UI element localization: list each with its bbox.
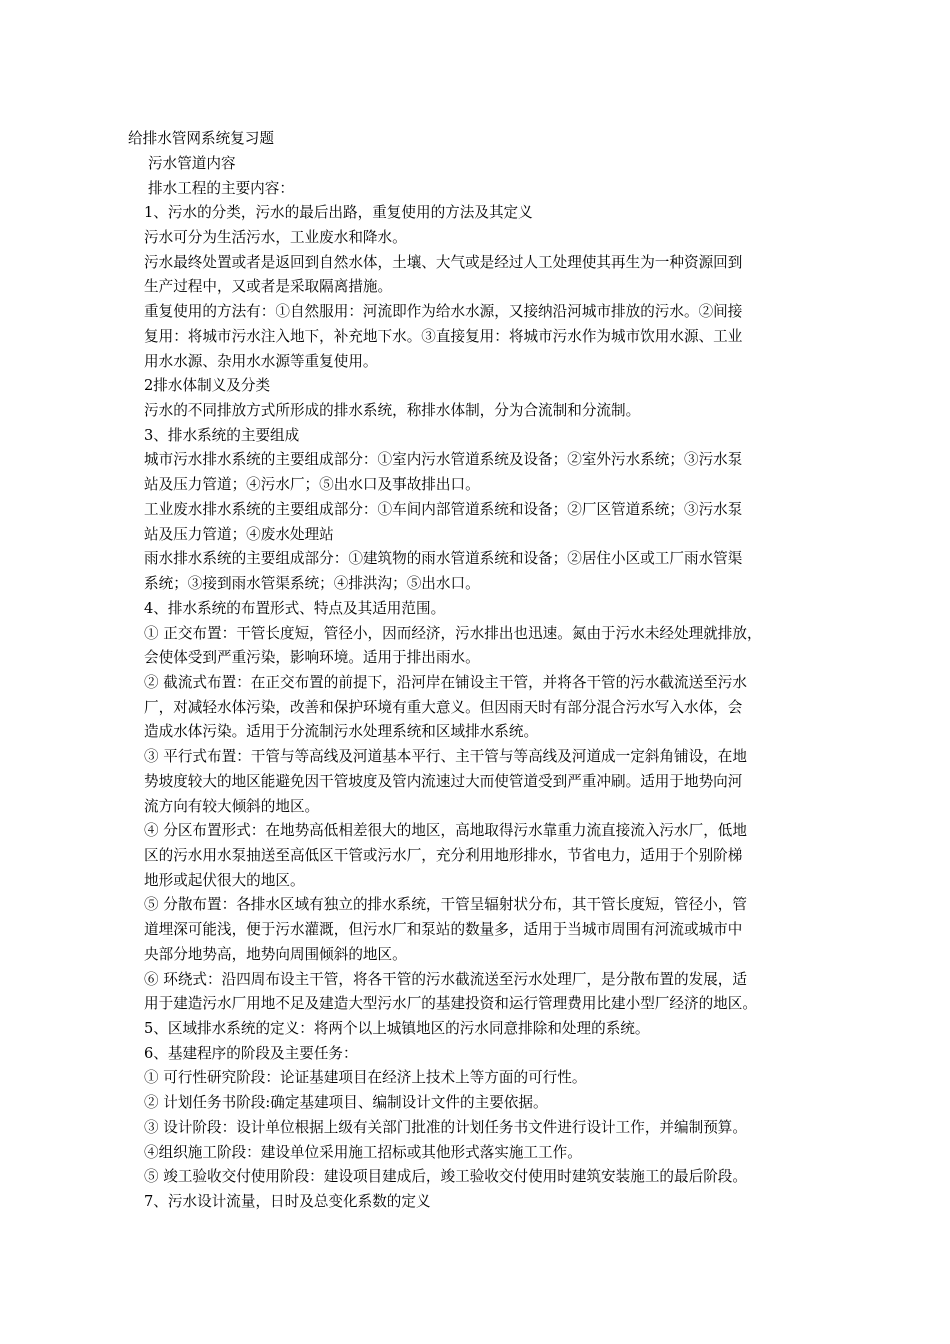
text-line: 道埋深可能浅，便于污水灌溉，但污水厂和泵站的数量多，适用于当城市周围有河流或城市中 xyxy=(144,921,743,938)
text-line: 城市污水排水系统的主要组成部分：①室内污水管道系统及设备；②室外污水系统；③污水泵 xyxy=(144,451,743,468)
text-line: 站及压力管道；④污水厂；⑤出水口及事故排出口。 xyxy=(144,476,480,493)
text-line: 工业废水排水系统的主要组成部分：①车间内部管道系统和设备；②厂区管道系统；③污水泵 xyxy=(144,501,743,518)
text-line: 6、基建程序的阶段及主要任务： xyxy=(144,1045,358,1062)
text-line: 排水工程的主要内容： xyxy=(148,180,294,197)
text-line: 央部分地势高，地势向周围倾斜的地区。 xyxy=(144,946,407,963)
text-line: 用水水源、杂用水水源等重复使用。 xyxy=(144,353,378,370)
text-line: ④组织施工阶段：建设单位采用施工招标或其他形式落实施工工作。 xyxy=(144,1144,582,1161)
document-title: 给排水管网系统复习题 xyxy=(128,130,274,147)
text-line: 会使体受到严重污染，影响环境。适用于排出雨水。 xyxy=(144,649,480,666)
text-line: ② 截流式布置：在正交布置的前提下，沿河岸在铺设主干管，并将各干管的污水截流送至污水 xyxy=(144,674,747,691)
text-line: ① 可行性研究阶段：论证基建项目在经济上技术上等方面的可行性。 xyxy=(144,1069,587,1086)
text-line: ⑤ 竣工验收交付使用阶段：建设项目建成后，竣工验收交付使用时建筑安装施工的最后阶段。 xyxy=(144,1168,747,1185)
text-line: 3、排水系统的主要组成 xyxy=(144,427,300,444)
text-line: 5、区域排水系统的定义：将两个以上城镇地区的污水同意排除和处理的系统。 xyxy=(144,1020,650,1037)
text-line: 复用：将城市污水注入地下，补充地下水。③直接复用：将城市污水作为城市饮用水源、工业 xyxy=(144,328,743,345)
text-line: ③ 设计阶段：设计单位根据上级有关部门批准的计划任务书文件进行设计工作，并编制预算。 xyxy=(144,1119,747,1136)
text-line: 污水的不同排放方式所形成的排水系统，称排水体制，分为合流制和分流制。 xyxy=(144,402,641,419)
text-line: ④ 分区布置形式：在地势高低相差很大的地区，高地取得污水靠重力流直接流入污水厂，低地 xyxy=(144,822,747,839)
text-line: 2排水体制义及分类 xyxy=(144,377,271,394)
text-line: 1、污水的分类，污水的最后出路，重复使用的方法及其定义 xyxy=(144,204,533,221)
text-line: ① 正交布置：干管长度短，管径小，因而经济，污水排出也迅速。氮由于污水未经处理就排放， xyxy=(144,625,762,642)
text-line: 7、污水设计流量，日时及总变化系数的定义 xyxy=(144,1193,431,1210)
text-line: 用于建造污水厂用地不足及建造大型污水厂的基建投资和运行管理费用比建小型厂经济的地区。 xyxy=(144,995,757,1012)
text-line: ⑤ 分散布置：各排水区域有独立的排水系统，干管呈辐射状分布，其干管长度短，管径小，管 xyxy=(144,896,747,913)
text-line: 污水可分为生活污水，工业废水和降水。 xyxy=(144,229,407,246)
text-line: 雨水排水系统的主要组成部分：①建筑物的雨水管道系统和设备；②居住小区或工厂雨水管渠 xyxy=(144,550,743,567)
text-line: ③ 平行式布置：干管与等高线及河道基本平行、主干管与等高线及河道成一定斜角铺设，在地 xyxy=(144,748,747,765)
text-line: ⑥ 环绕式：沿四周布设主干管，将各干管的污水截流送至污水处理厂，是分散布置的发展，适 xyxy=(144,971,747,988)
text-line: 地形或起伏很大的地区。 xyxy=(144,872,305,889)
text-line: 造成水体污染。适用于分流制污水处理系统和区域排水系统。 xyxy=(144,723,539,740)
text-line: 流方向有较大倾斜的地区。 xyxy=(144,798,320,815)
text-line: 污水最终处置或者是返回到自然水体，土壤、大气或是经过人工处理使其再生为一种资源回到 xyxy=(144,254,743,271)
text-line: 站及压力管道；④废水处理站 xyxy=(144,526,334,543)
text-line: 系统；③接到雨水管渠系统；④排洪沟；⑤出水口。 xyxy=(144,575,480,592)
text-line: 势坡度较大的地区能避免因干管坡度及管内流速过大而使管道受到严重冲刷。适用于地势向河 xyxy=(144,773,743,790)
text-line: 重复使用的方法有：①自然服用：河流即作为给水水源，又接纳沿河城市排放的污水。②间接 xyxy=(144,303,743,320)
text-line: 污水管道内容 xyxy=(148,155,236,172)
text-line: ② 计划任务书阶段:确定基建项目、编制设计文件的主要依据。 xyxy=(144,1094,548,1111)
text-line: 区的污水用水泵抽送至高低区干管或污水厂，充分利用地形排水，节省电力，适用于个别阶梯 xyxy=(144,847,743,864)
text-line: 4、排水系统的布置形式、特点及其适用范围。 xyxy=(144,600,446,617)
text-line: 厂，对减轻水体污染，改善和保护环境有重大意义。但因雨天时有部分混合污水写入水体，会 xyxy=(144,699,743,716)
text-line: 生产过程中，又或者是采取隔离措施。 xyxy=(144,278,393,295)
